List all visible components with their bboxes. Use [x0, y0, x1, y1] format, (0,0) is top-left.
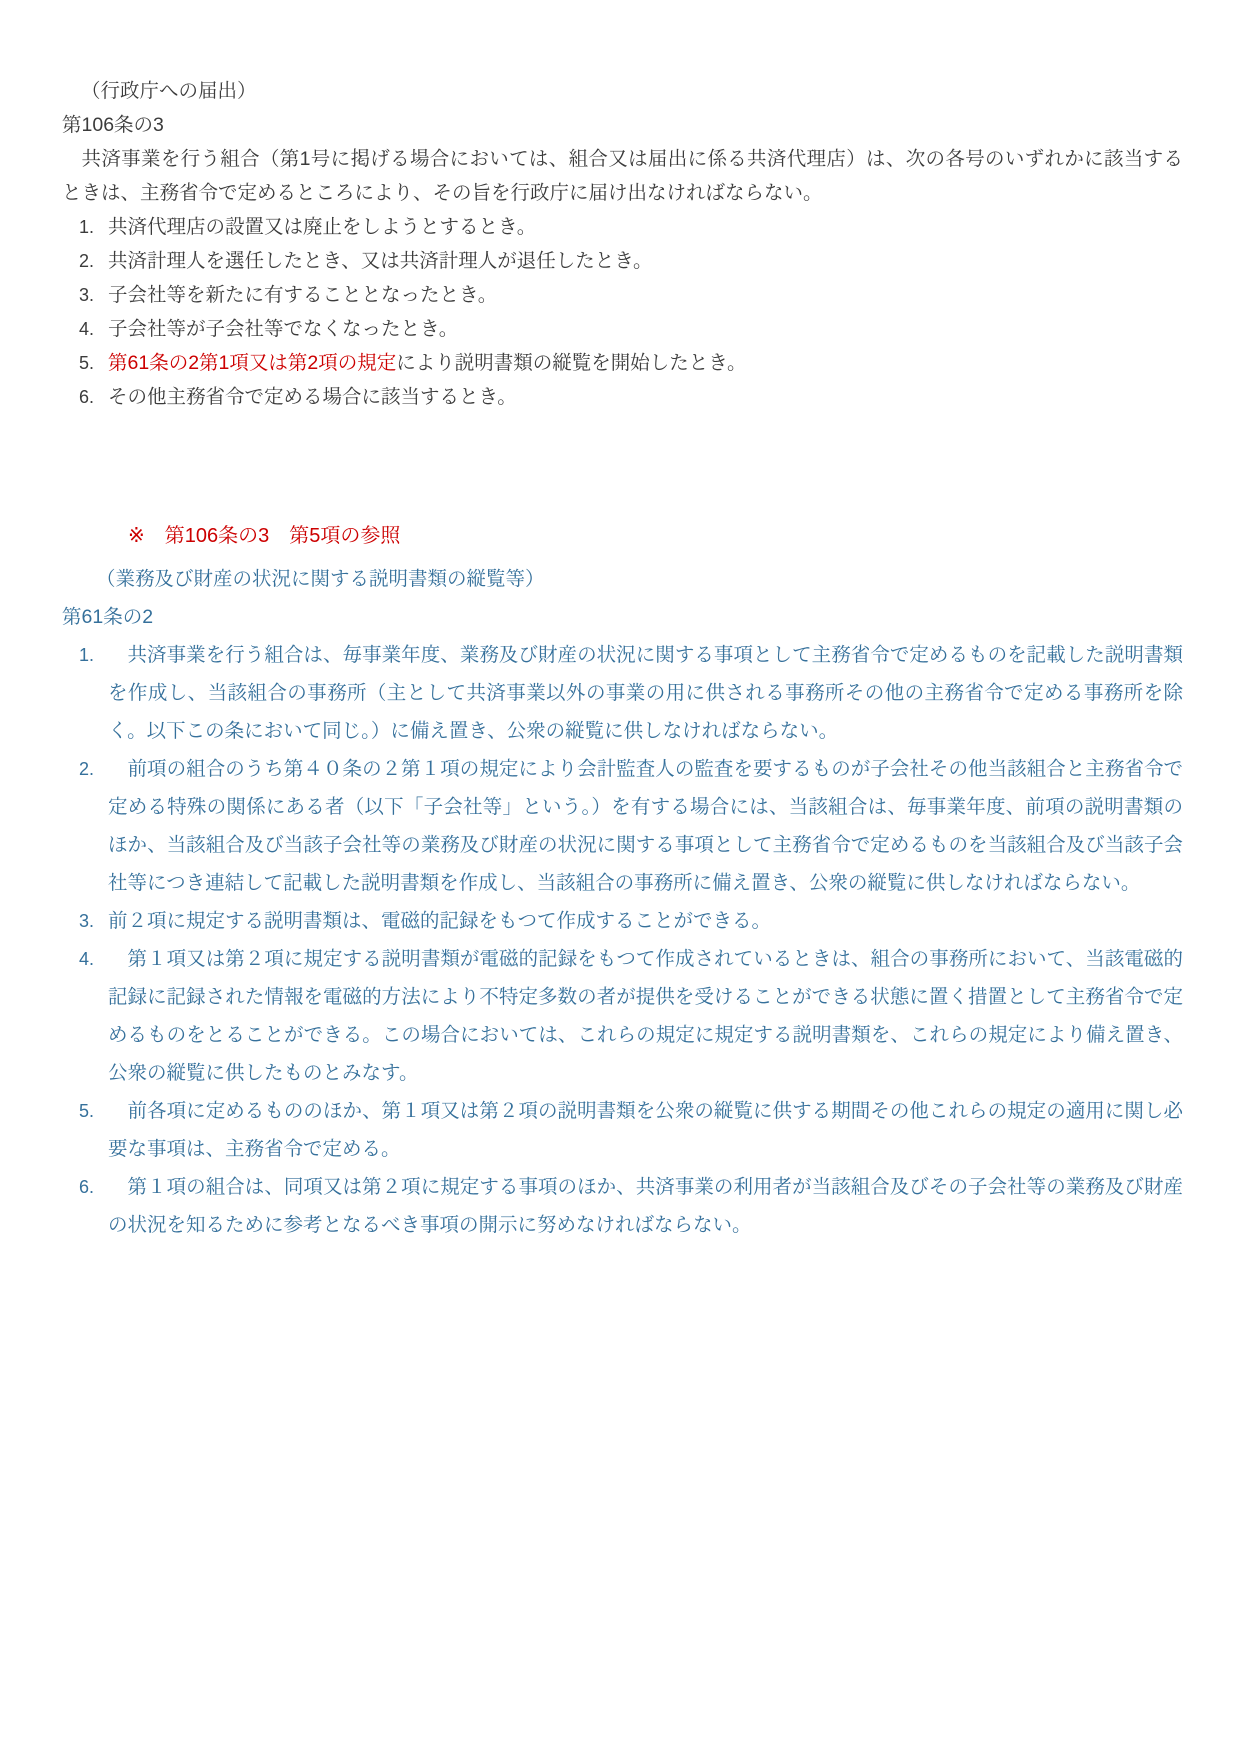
list-item	[62, 244, 1183, 278]
section-article-106-3	[62, 74, 1183, 414]
list-item	[62, 210, 1183, 244]
list-item	[62, 346, 1183, 380]
list-item-text: 第１項又は第２項に規定する説明書類が電磁的記録をもつて作成されているときは、組合の事務所において、当該電磁的記録に記録された情報を電磁的方法により不特定多数の者が提供を受けることができる状態に置く措置として主務省令で定めるものをとることができる。この場合においては、これらの規定に規定する説明書類を、これらの規定により備え置き、公衆の縦覧に供したものとみなす。	[108, 948, 1183, 1084]
list-item	[62, 278, 1183, 312]
list-item-text: 共済事業を行う組合は、毎事業年度、業務及び財産の状況に関する事項として主務省令で定めるものを記載した説明書類を作成し、当該組合の事務所（主として共済事業以外の事業の用に供される事務所その他の主務省令で定める事務所を除く。以下この条において同じ。）に備え置き、公衆の縦覧に供しなければならない。	[108, 644, 1183, 742]
list-item-number: 6.	[78, 1177, 94, 1197]
section1-intro-paragraph: 共済事業を行う組合（第1号に掲げる場合においては、組合又は届出に係る共済代理店）は、次の各号のいずれかに該当するときは、主務省令で定めるところにより、その旨を行政庁に届け出なければならない。	[62, 148, 1183, 204]
list-item-number: 2.	[78, 759, 94, 779]
list-item-text: 共済代理店の設置又は廃止をしようとするとき。	[108, 216, 537, 238]
list-item-text: その他主務省令で定める場合に該当するとき。	[108, 386, 517, 408]
list-item	[62, 312, 1183, 346]
section1-paren-heading: （行政庁への届出）	[81, 80, 257, 102]
list-item-text-tail: により説明書類の縦覧を開始したとき。	[396, 352, 747, 374]
list-item-number: 4.	[78, 949, 94, 969]
list-item-text: 前各項に定めるもののほか、第１項又は第２項の説明書類を公衆の縦覧に供する期間その他これらの規定の適用に関し必要な事項は、主務省令で定める。	[108, 1100, 1183, 1160]
list-item-number: 6.	[78, 387, 94, 407]
section2-item-list	[62, 636, 1183, 1244]
article-61-2-reference-link[interactable]: 第61条の2第1項又は第2項の規定	[108, 352, 397, 374]
section2-article-number: 第61条の2	[62, 606, 154, 628]
section1-article-number: 第106条の3	[62, 114, 164, 136]
list-item-number: 2.	[78, 251, 94, 271]
list-item-number: 3.	[78, 911, 94, 931]
list-item	[62, 1168, 1183, 1244]
list-item-text: 子会社等が子会社等でなくなったとき。	[108, 318, 459, 340]
section1-item-list	[62, 210, 1183, 414]
list-item	[62, 750, 1183, 902]
list-item-text: 前２項に規定する説明書類は、電磁的記録をもつて作成することができる。	[108, 910, 772, 932]
list-item-text: 共済計理人を選任したとき、又は共済計理人が退任したとき。	[108, 250, 653, 272]
section2-paren-heading: （業務及び財産の状況に関する説明書類の縦覧等）	[96, 568, 545, 590]
list-item	[62, 636, 1183, 750]
list-item-number: 1.	[78, 645, 94, 665]
list-item-number: 5.	[78, 353, 94, 373]
list-item-text: 前項の組合のうち第４０条の２第１項の規定により会計監査人の監査を要するものが子会社その他当該組合と主務省令で定める特殊の関係にある者（以下「子会社等」という。）を有する場合には、当該組合は、毎事業年度、前項の説明書類のほか、当該組合及び当該子会社等の業務及び財産の状況に関する事項として主務省令で定めるものを当該組合及び当該子会社等につき連結して記載した説明書類を作成し、当該組合の事務所に備え置き、公衆の縦覧に供しなければならない。	[108, 758, 1183, 894]
list-item	[62, 902, 1183, 940]
list-item-text	[108, 346, 1183, 380]
section-article-61-2	[62, 560, 1183, 1244]
list-item-text: 子会社等を新たに有することとなったとき。	[108, 284, 498, 306]
list-item-number: 4.	[78, 319, 94, 339]
list-item-number: 1.	[78, 217, 94, 237]
list-item	[62, 940, 1183, 1092]
list-item-number: 5.	[78, 1101, 94, 1121]
list-item-text: 第１項の組合は、同項又は第２項に規定する事項のほか、共済事業の利用者が当該組合及びその子会社等の業務及び財産の状況を知るために参考となるべき事項の開示に努めなければならない。	[108, 1176, 1183, 1236]
list-item-number: 3.	[78, 285, 94, 305]
list-item	[62, 380, 1183, 414]
list-item	[62, 1092, 1183, 1168]
reference-note: ※ 第106条の3 第5項の参照	[128, 525, 401, 547]
